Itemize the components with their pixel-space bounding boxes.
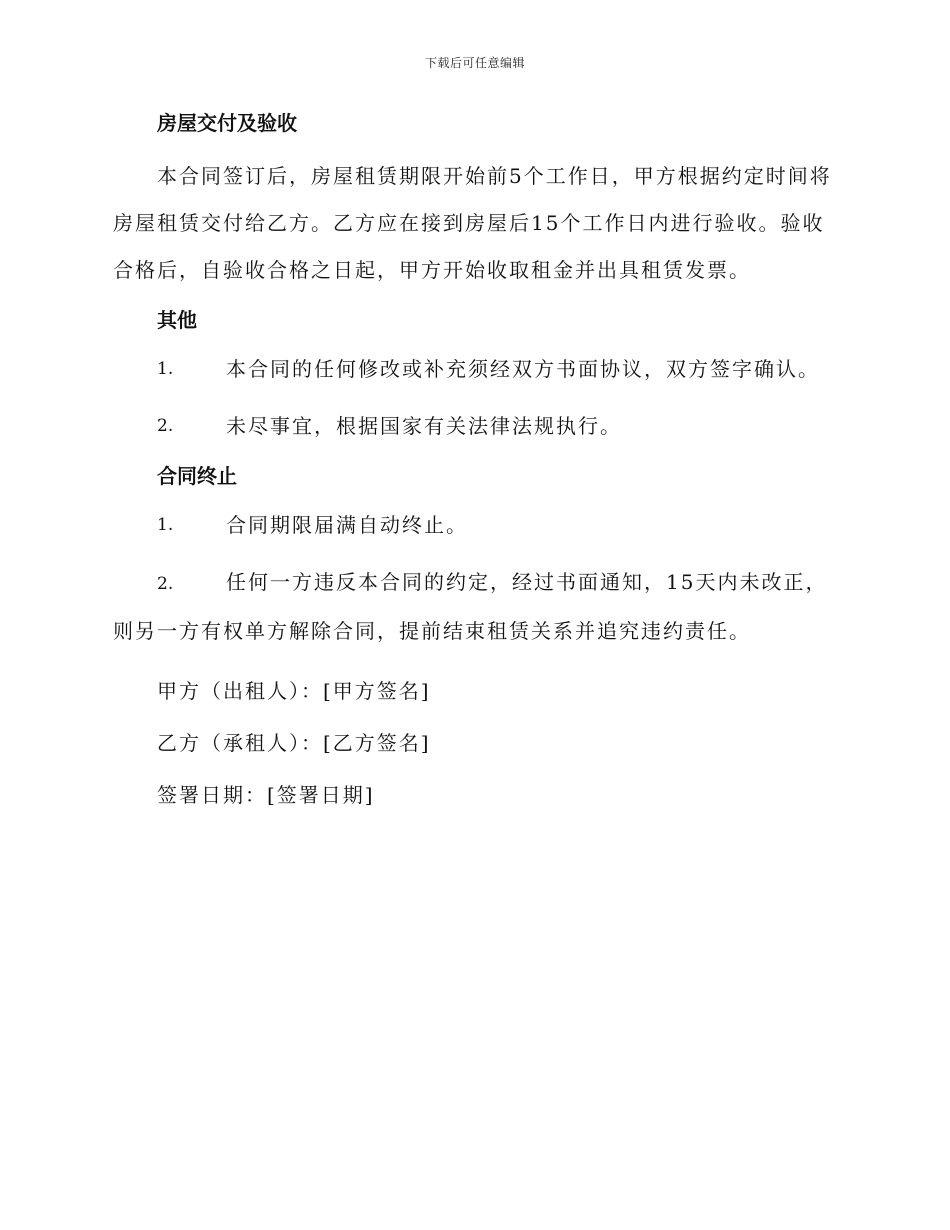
- list-item: [113, 502, 838, 549]
- delivery-paragraph: 本合同签订后，房屋租赁期限开始前5个工作日，甲方根据约定时间将房屋租赁交付给乙方。乙方应在接到房屋后15个工作日内进行验收。验收合格后，自验收合格之日起，甲方开始收取租金并出具租赁发票。: [113, 164, 832, 282]
- section-title-delivery: 房屋交付及验收: [157, 111, 297, 135]
- list-item: [113, 403, 838, 450]
- list-number: 2.: [157, 574, 174, 594]
- page-header-note: 下载后可任意编辑: [424, 56, 525, 70]
- section-title-termination: 合同终止: [157, 464, 237, 488]
- contract-document: [113, 107, 838, 821]
- list-number: 1.: [157, 515, 174, 535]
- signature-party-b: 乙方（承租人）：[乙方签名]: [157, 731, 431, 755]
- list-text: 任何一方违反本合同的约定，经过书面通知，15天内未改正，则另一方有权单方解除合同，提前结束租赁关系并追究违约责任。: [113, 570, 828, 643]
- list-number: 2.: [157, 416, 174, 436]
- section-title-other: 其他: [157, 308, 197, 332]
- list-item-wrapped: [113, 559, 838, 655]
- list-text: 本合同的任何修改或补充须经双方书面协议，双方签字确认。: [226, 357, 820, 381]
- signature-date: 签署日期：[签署日期]: [157, 783, 375, 807]
- signature-party-a: 甲方（出租人）：[甲方签名]: [157, 679, 431, 703]
- list-item: [113, 346, 838, 393]
- list-number: 1.: [157, 359, 174, 379]
- list-text: 合同期限届满自动终止。: [226, 513, 468, 537]
- list-text: 未尽事宜，根据国家有关法律法规执行。: [226, 414, 622, 438]
